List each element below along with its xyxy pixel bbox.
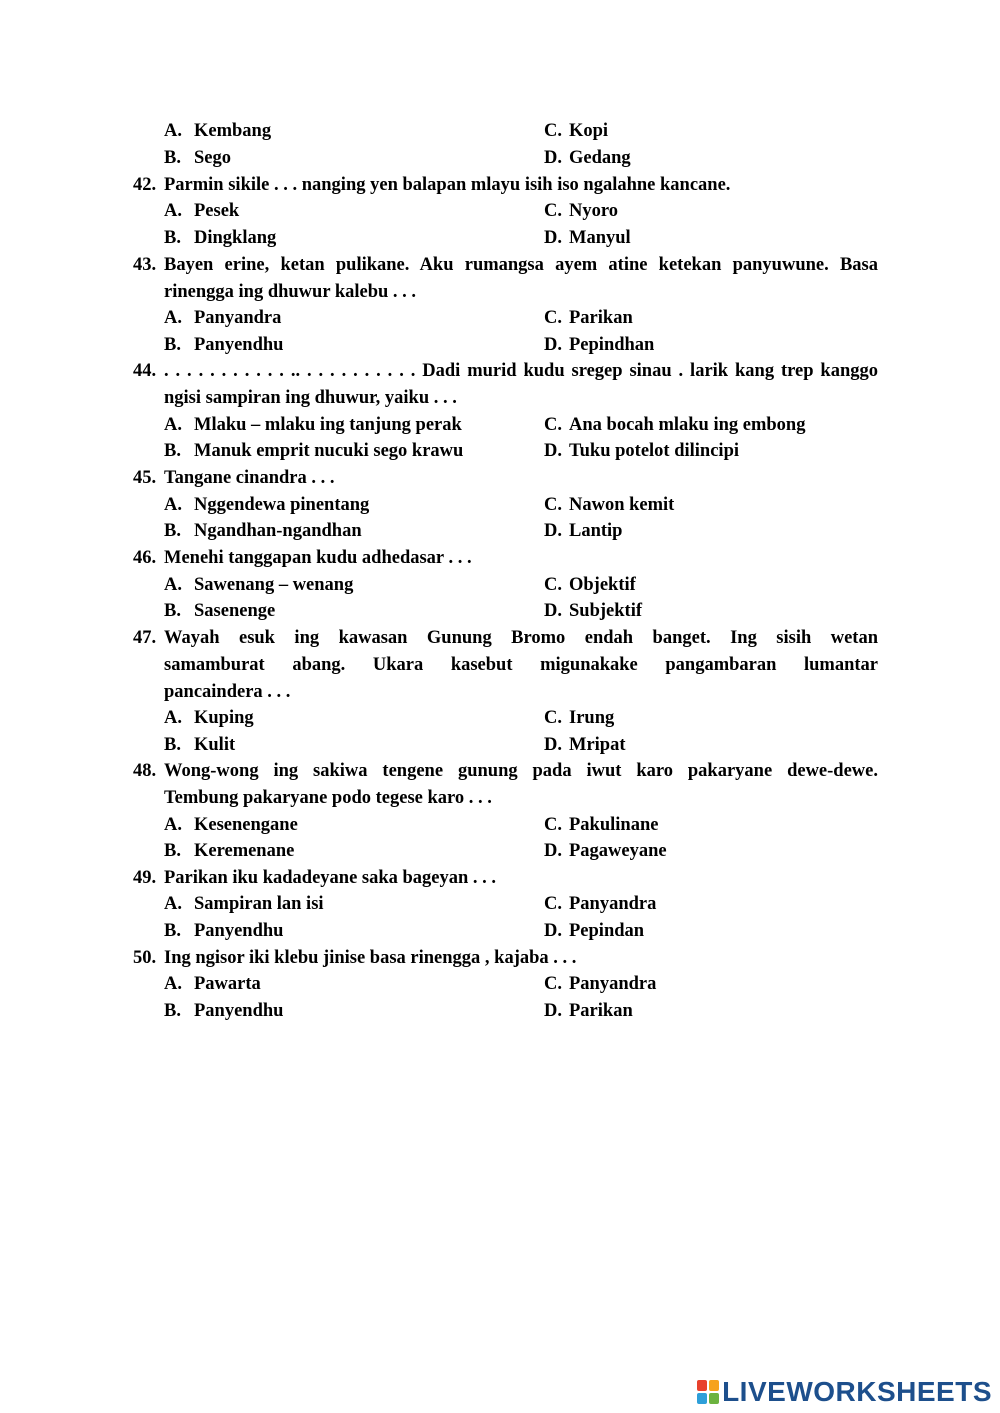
option-d[interactable]	[544, 438, 739, 465]
option-text: Lantip	[569, 521, 623, 541]
option-letter: B.	[164, 601, 181, 621]
option-text: Pesek	[194, 201, 240, 221]
logo-icon	[697, 1380, 719, 1404]
option-letter: D.	[544, 228, 562, 248]
question-text: Tangane cinandra . . .	[164, 468, 335, 488]
question-text: samamburat abang. Ukara kasebut migunakake pangambaran lumantar	[164, 655, 878, 675]
liveworksheets-logo[interactable]	[697, 1375, 992, 1409]
question-number: 45.	[133, 468, 157, 488]
option-text: Panyandra	[569, 974, 657, 994]
question-text: ngisi sampiran ing dhuwur, yaiku . . .	[164, 388, 457, 408]
option-text: Mlaku – mlaku ing tanjung perak	[194, 415, 462, 435]
option-text: Panyandra	[194, 308, 282, 328]
option-text: Sampiran lan isi	[194, 894, 324, 914]
option-c[interactable]	[544, 492, 674, 519]
question-text: Tembung pakaryane podo tegese karo . . .	[164, 788, 492, 808]
option-text: Parikan	[569, 1001, 633, 1021]
option-a[interactable]	[164, 305, 281, 332]
option-text: Sego	[194, 148, 231, 168]
option-letter: A.	[164, 121, 182, 141]
option-letter: D.	[544, 148, 562, 168]
option-b[interactable]	[164, 332, 283, 359]
option-text: Mripat	[569, 735, 626, 755]
option-text: Ngandhan-ngandhan	[194, 521, 362, 541]
option-letter: C.	[544, 495, 562, 515]
option-b[interactable]	[164, 598, 275, 625]
option-letter: D.	[544, 841, 562, 861]
option-b[interactable]	[164, 518, 362, 545]
option-b[interactable]	[164, 145, 231, 172]
question-number: 43.	[133, 255, 157, 275]
option-c[interactable]	[544, 412, 805, 439]
option-text: Pakulinane	[569, 815, 659, 835]
option-letter: B.	[164, 921, 181, 941]
option-a[interactable]	[164, 198, 239, 225]
option-letter: A.	[164, 415, 182, 435]
question-number: 47.	[133, 628, 157, 648]
question-text: pancaindera . . .	[164, 682, 291, 702]
option-letter: A.	[164, 815, 182, 835]
option-letter: C.	[544, 894, 562, 914]
option-letter: A.	[164, 201, 182, 221]
option-letter: C.	[544, 708, 562, 728]
option-text: Panyendhu	[194, 335, 284, 355]
option-letter: B.	[164, 335, 181, 355]
option-text: Dingklang	[194, 228, 277, 248]
question-text: Ing ngisor iki klebu jinise basa rinengga , kajaba . . .	[164, 948, 577, 968]
option-text: Nawon kemit	[569, 495, 675, 515]
question-text: Menehi tanggapan kudu adhedasar . . .	[164, 548, 472, 568]
option-text: Pepindhan	[569, 335, 655, 355]
option-c[interactable]	[544, 812, 658, 839]
logo-text: LIVEWORKSHEETS	[722, 1376, 992, 1407]
option-a[interactable]	[164, 812, 298, 839]
option-text: Manyul	[569, 228, 631, 248]
option-text: Tuku potelot dilincipi	[569, 441, 739, 461]
option-text: Manuk emprit nucuki sego krawu	[194, 441, 464, 461]
option-letter: C.	[544, 415, 562, 435]
option-c[interactable]	[544, 971, 656, 998]
option-text: Objektif	[569, 575, 636, 595]
option-text: Gedang	[569, 148, 631, 168]
option-text: Nyoro	[569, 201, 618, 221]
question-text: . . . . . . . . . . . .. . . . . . . . . . . Dadi murid kudu sregep sinau . larik kang trep kanggo	[164, 361, 878, 381]
option-d[interactable]	[544, 145, 631, 172]
option-b[interactable]	[164, 998, 283, 1025]
question-text: Wayah esuk ing kawasan Gunung Bromo endah banget. Ing sisih wetan	[164, 628, 878, 648]
option-b[interactable]	[164, 225, 276, 252]
question-number: 48.	[133, 761, 157, 781]
option-text: Kulit	[194, 735, 236, 755]
option-text: Kopi	[569, 121, 609, 141]
option-letter: A.	[164, 495, 182, 515]
option-text: Sasenenge	[194, 601, 276, 621]
question-number: 44.	[133, 361, 157, 381]
option-text: Keremenane	[194, 841, 295, 861]
option-text: Nggendewa pinentang	[194, 495, 370, 515]
option-letter: A.	[164, 974, 182, 994]
question-number: 49.	[133, 868, 157, 888]
option-letter: C.	[544, 974, 562, 994]
option-a[interactable]	[164, 412, 462, 439]
option-d[interactable]	[544, 998, 633, 1025]
option-letter: C.	[544, 201, 562, 221]
question-text: Wong-wong ing sakiwa tengene gunung pada iwut karo pakaryane dewe-dewe.	[164, 761, 878, 781]
option-letter: B.	[164, 735, 181, 755]
option-letter: B.	[164, 148, 181, 168]
option-c[interactable]	[544, 705, 614, 732]
option-c[interactable]	[544, 118, 608, 145]
option-text: Sawenang – wenang	[194, 575, 354, 595]
option-a[interactable]	[164, 971, 261, 998]
option-text: Ana bocah mlaku ing embong	[569, 415, 806, 435]
option-text: Parikan	[569, 308, 633, 328]
option-letter: A.	[164, 894, 182, 914]
option-text: Panyendhu	[194, 921, 284, 941]
option-letter: B.	[164, 441, 181, 461]
option-text: Kuping	[194, 708, 254, 728]
option-letter: A.	[164, 308, 182, 328]
option-letter: B.	[164, 521, 181, 541]
option-text: Pagaweyane	[569, 841, 667, 861]
option-text: Kesenengane	[194, 815, 298, 835]
option-letter: D.	[544, 735, 562, 755]
option-letter: D.	[544, 921, 562, 941]
option-a[interactable]	[164, 572, 353, 599]
option-letter: D.	[544, 1001, 562, 1021]
option-letter: A.	[164, 708, 182, 728]
option-letter: D.	[544, 441, 562, 461]
option-d[interactable]	[544, 838, 667, 865]
question-text: rinengga ing dhuwur kalebu . . .	[164, 282, 417, 302]
option-letter: B.	[164, 228, 181, 248]
option-d[interactable]	[544, 518, 622, 545]
option-letter: C.	[544, 308, 562, 328]
option-d[interactable]	[544, 332, 654, 359]
question-number: 50.	[133, 948, 157, 968]
option-letter: B.	[164, 1001, 181, 1021]
option-b[interactable]	[164, 438, 463, 465]
option-b[interactable]	[164, 838, 294, 865]
option-c[interactable]	[544, 305, 633, 332]
question-number: 42.	[133, 175, 157, 195]
option-letter: C.	[544, 575, 562, 595]
option-b[interactable]	[164, 732, 235, 759]
question-text: Parikan iku kadadeyane saka bageyan . . .	[164, 868, 497, 888]
option-letter: C.	[544, 815, 562, 835]
option-text: Pawarta	[194, 974, 261, 994]
option-letter: B.	[164, 841, 181, 861]
question-text: Bayen erine, ketan pulikane. Aku rumangsa ayem atine ketekan panyuwune. Basa	[164, 255, 878, 275]
option-text: Subjektif	[569, 601, 642, 621]
option-c[interactable]	[544, 198, 618, 225]
option-d[interactable]	[544, 225, 631, 252]
option-a[interactable]	[164, 705, 254, 732]
option-text: Kembang	[194, 121, 272, 141]
option-d[interactable]	[544, 732, 626, 759]
option-c[interactable]	[544, 572, 636, 599]
option-text: Irung	[569, 708, 615, 728]
option-a[interactable]	[164, 118, 271, 145]
option-text: Pepindan	[569, 921, 645, 941]
option-c[interactable]	[544, 891, 656, 918]
option-a[interactable]	[164, 891, 324, 918]
option-a[interactable]	[164, 492, 369, 519]
option-text: Panyendhu	[194, 1001, 284, 1021]
question-number: 46.	[133, 548, 157, 568]
option-letter: D.	[544, 601, 562, 621]
option-letter: D.	[544, 335, 562, 355]
question-text: Parmin sikile . . . nanging yen balapan mlayu isih iso ngalahne kancane.	[164, 175, 731, 195]
option-b[interactable]	[164, 918, 283, 945]
option-d[interactable]	[544, 918, 644, 945]
option-text: Panyandra	[569, 894, 657, 914]
option-letter: D.	[544, 521, 562, 541]
option-letter: A.	[164, 575, 182, 595]
option-letter: C.	[544, 121, 562, 141]
option-d[interactable]	[544, 598, 642, 625]
